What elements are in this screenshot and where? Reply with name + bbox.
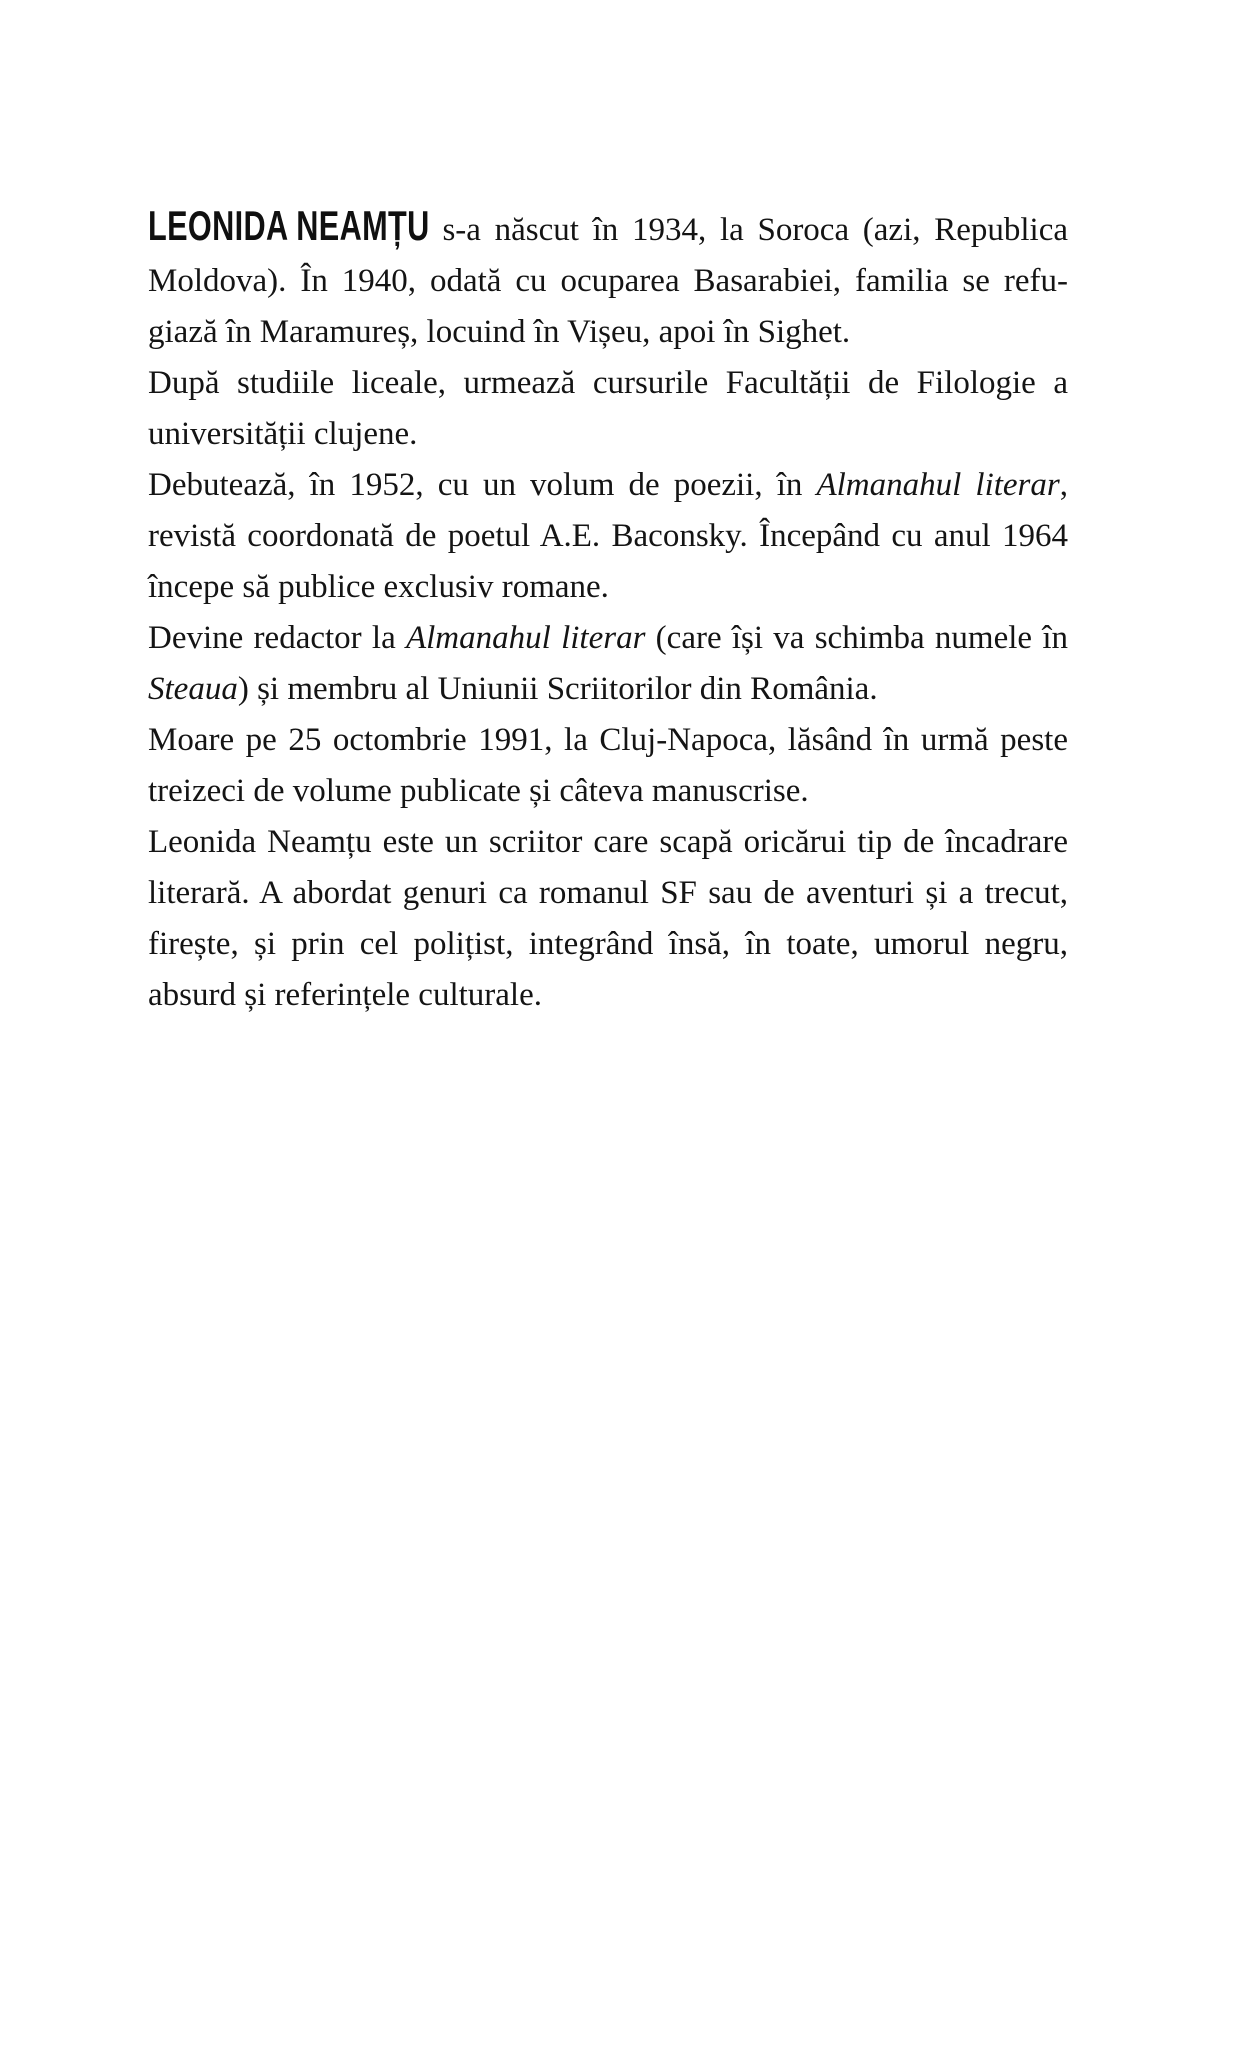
body-text: , revistă coordonată de poetul A.E. Baconsky. Începând cu anul 1964 începe să publice exclusiv romane. [148, 467, 1068, 605]
body-text: (care își va schimba numele în [645, 620, 1068, 656]
body-text: s-a născut în 1934, la Soroca (azi, Republica Moldova). În 1940, odată cu ocuparea Basarabiei, familia se refugiază în Maramureș, locuind în Vișeu, apoi în Sighet. [148, 212, 1068, 350]
body-text: După studiile liceale, urmează cursurile Facultății de Filologie a universității clujene. [148, 365, 1068, 452]
text-block [148, 200, 1068, 1021]
body-text: Moare pe 25 octombrie 1991, la Cluj-Napoca, lăsând în urmă peste treizeci de volume publicate și câteva manuscrise. [148, 722, 1068, 809]
paragraph [148, 200, 1068, 358]
body-text: Leonida Neamțu este un scriitor care scapă oricărui tip de încadrare literară. A abordat genuri ca romanul SF sau de aventuri și a trecut, firește, și prin cel polițist, integrând însă, în toate, umorul negru, absurd și referințele culturale. [148, 824, 1068, 1013]
paragraph [148, 817, 1068, 1021]
body-text: Devine redactor la [148, 620, 406, 656]
italic-work-title: Almanahul literar [816, 467, 1060, 503]
italic-work-title: Almanahul literar [405, 620, 646, 656]
italic-work-title: Steaua [148, 671, 238, 707]
paragraph [148, 460, 1068, 613]
author-name-heading: LEONIDA NEAMȚU [148, 202, 430, 249]
paragraph [148, 358, 1068, 460]
body-text: ) și membru al Uniunii Scriitorilor din România. [237, 671, 878, 707]
paragraph [148, 613, 1068, 715]
paragraph [148, 715, 1068, 817]
body-text: Debutează, în 1952, cu un volum de poezii, în [148, 467, 817, 503]
